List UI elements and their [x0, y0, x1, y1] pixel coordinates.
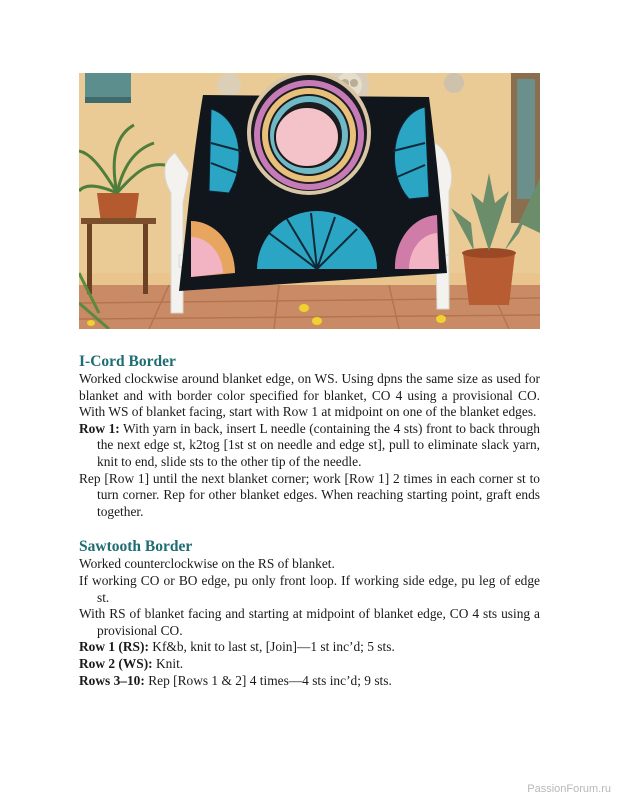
sawtooth-row	[79, 673, 540, 690]
sawtooth-intro: Worked counterclockwise on the RS of blanket.	[79, 556, 335, 572]
row-text: With yarn in back, insert L needle (containing the 4 sts) front to back through the next edge st, k2tog [1st st on needle and edge st], pull to eliminate slack yarn, knit to end, slide sts to the other tip of the needle.	[97, 420, 540, 469]
icord-intro: Worked clockwise around blanket edge, on WS. Using dpns the same size as used for blanket and with border color specified for blanket, CO 4 using a provisional CO. With WS of blanket facing, start with Row 1 at midpoint on one of the blanket edges.	[79, 371, 540, 420]
site-watermark: PassionForum.ru	[527, 783, 611, 795]
icord-repeat: Rep [Row 1] until the next blanket corner; work [Row 1] 2 times in each corner st to turn corner. Rep for other blanket edges. When reaching starting point, graft ends together.	[79, 470, 540, 519]
row-text: Knit.	[152, 655, 184, 671]
row-label: Row 1 (RS):	[79, 639, 149, 655]
window-shutter	[85, 73, 131, 99]
sawtooth-row	[79, 656, 540, 673]
sawtooth-heading: Sawtooth Border	[79, 538, 193, 556]
sawtooth-setup: With RS of blanket facing and starting at midpoint of blanket edge, CO 4 sts using a provisional CO.	[79, 606, 540, 638]
icord-row-1	[79, 421, 540, 471]
sawtooth-pickup: If working CO or BO edge, pu only front loop. If working side edge, pu leg of edge st.	[79, 572, 540, 605]
pattern-text	[79, 352, 540, 689]
icord-heading: I-Cord Border	[79, 353, 176, 370]
row-text: Kf&b, knit to last st, [Join]—1 st inc’d; 5 sts.	[148, 639, 395, 655]
blanket-photo	[79, 73, 540, 329]
row-label: Rows 3–10:	[79, 672, 145, 688]
knitted-blanket	[179, 73, 447, 291]
center-sun-motif	[247, 73, 371, 195]
row-text: Rep [Rows 1 & 2] 4 times—4 sts inc’d; 9 sts.	[144, 672, 392, 688]
row-label: Row 1:	[79, 420, 120, 436]
row-label: Row 2 (WS):	[79, 655, 153, 671]
sawtooth-row	[79, 639, 540, 656]
